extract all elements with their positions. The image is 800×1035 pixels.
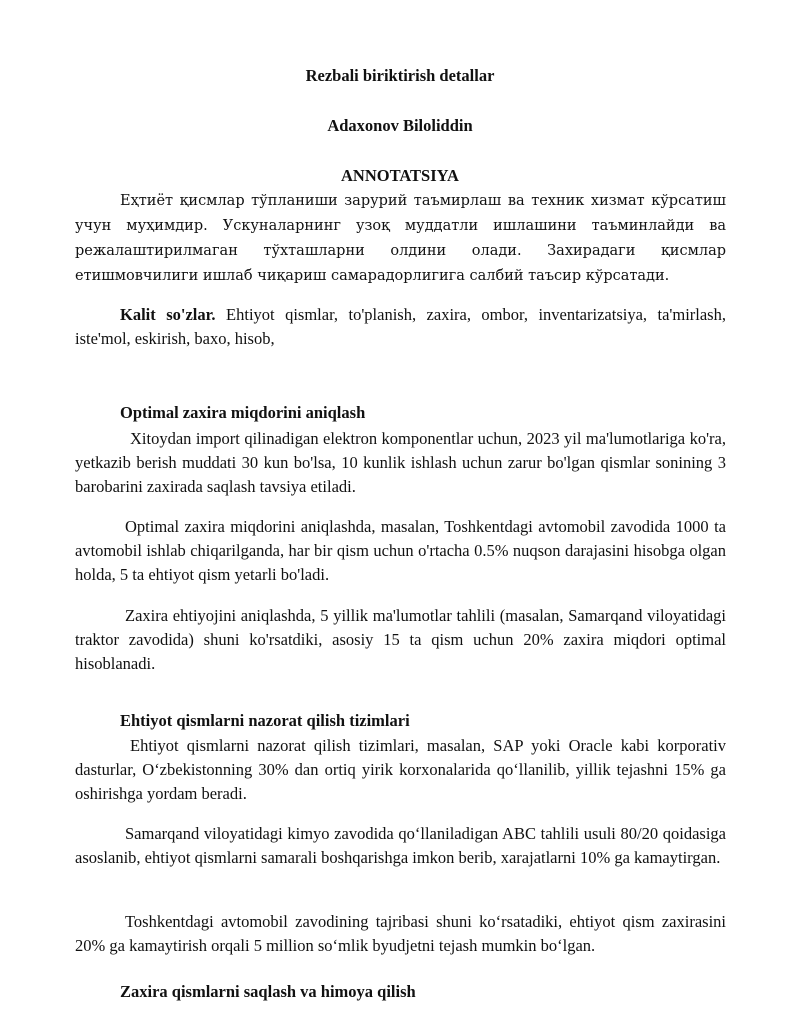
author-name: Adaxonov Biloliddin xyxy=(327,116,473,135)
section-paragraph: Samarqand viloyatidagi kimyo zavodida qo‘llaniladigan ABC tahlili usuli 80/20 qoidasiga asoslanib, ehtiyot qismlarni samarali boshqarishga imkon berib, xarajatlarni 10% ga kamaytirgan. xyxy=(75,824,726,867)
section-paragraph: Toshkentdagi avtomobil zavodining tajribasi shuni ko‘rsatadiki, ehtiyot qism zaxirasini 20% ga kamaytirish orqali 5 million so‘mlik byudjetni tejash mumkin bo‘lgan. xyxy=(75,912,726,955)
abstract-paragraph: Eҳтиёт қисмлар тўпланиши зарурий таъмирлаш ва техник хизмат кўрсатиш учун муҳимдир. Ускуналарнинг узоқ муддатли ишлашини таъминлайди ва режалаштирилмаган тўхташларни олдини олади. Захирадаги қисмлар етишмовчилиги ишлаб чиқариш самарадорлигига салбий таъсир кўрсатади. xyxy=(75,193,726,284)
section-paragraph: Optimal zaxira miqdorini aniqlashda, masalan, Toshkentdagi avtomobil zavodida 1000 ta avtomobil ishlab chiqarilganda, har bir qism uchun o'rtacha 0.5% nuqson darajasini hisobga olgan holda, 5 ta ehtiyot qism yetarli bo'ladi. xyxy=(75,517,726,584)
abstract-heading: ANNOTATSIYA xyxy=(341,166,459,185)
keywords-paragraph xyxy=(75,303,726,351)
keywords-text: Ehtiyot qismlar, to'planish, zaxira, ombor, inventarizatsiya, ta'mirlash, iste'mol, eskirish, baxo, hisob, xyxy=(75,305,726,348)
section-paragraph: Zaxira ehtiyojini aniqlashda, 5 yillik ma'lumotlar tahlili (masalan, Samarqand viloyatidagi traktor zavodida) shuni ko'rsatdiki, asosiy 15 ta qism uchun 20% zaxira miqdori optimal hisoblanadi. xyxy=(75,606,726,673)
section-paragraph: Ehtiyot qismlarni nazorat qilish tizimlari, masalan, SAP yoki Oracle kabi korporativ dasturlar, O‘zbekistonning 30% dan ortiq yirik korxonalarida qo‘llanilib, yillik tejashni 15% ga oshirishga yordam beradi. xyxy=(75,736,726,803)
section-heading: Zaxira qismlarni saqlash va himoya qilish xyxy=(120,982,416,1001)
section-heading: Optimal zaxira miqdorini aniqlash xyxy=(120,403,366,422)
section-heading: Ehtiyot qismlarni nazorat qilish tizimlari xyxy=(120,711,410,730)
keywords-label: Kalit so'zlar. xyxy=(120,305,216,324)
section-paragraph: Xitoydan import qilinadigan elektron komponentlar uchun, 2023 yil ma'lumotlariga ko'ra, yetkazib berish muddati 30 kun bo'lsa, 10 kunlik ishlash uchun zarur bo'lgan qismlar sonining 3 barobarini zaxirada saqlash tavsiya etiladi. xyxy=(75,429,726,496)
document-title: Rezbali biriktirish detallar xyxy=(305,66,495,85)
